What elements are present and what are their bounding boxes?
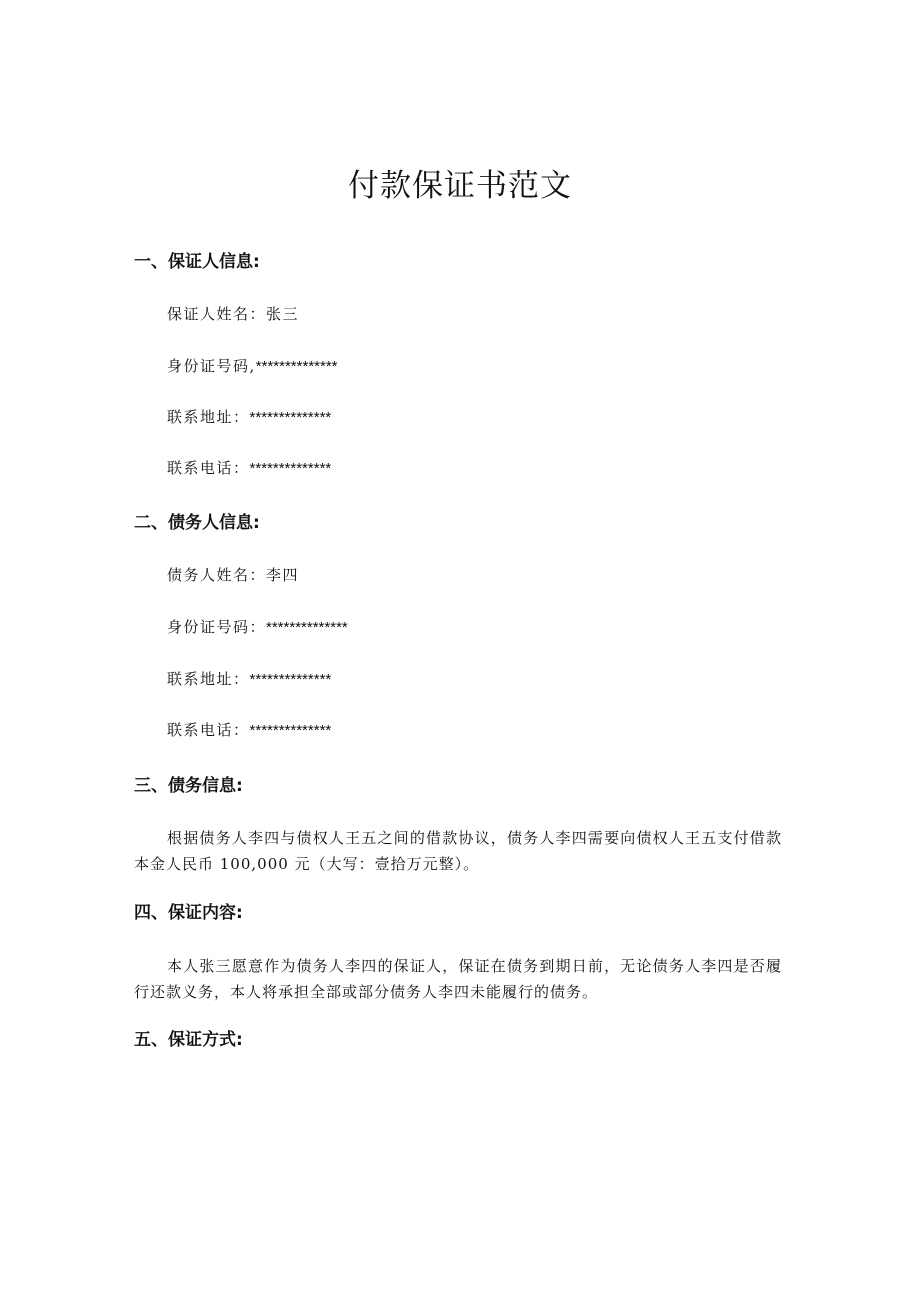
section-heading-guarantee-content: 四、保证内容: xyxy=(134,903,243,923)
debtor-id-field xyxy=(167,617,348,638)
field-label: 身份证号码, xyxy=(167,357,256,375)
debtor-name-field xyxy=(167,565,299,585)
field-label: 债务人姓名： xyxy=(167,566,267,584)
document-title: 付款保证书范文 xyxy=(348,168,572,204)
guarantor-phone-field xyxy=(167,458,331,479)
field-value: 李四 xyxy=(266,566,300,584)
guarantor-name-field xyxy=(167,304,299,324)
field-label: 联系地址： xyxy=(167,408,250,426)
field-label: 联系电话： xyxy=(167,459,250,477)
field-value: ************** xyxy=(249,409,332,426)
guarantor-id-field xyxy=(167,356,338,377)
field-label: 身份证号码： xyxy=(167,618,267,636)
section-heading-debt-info: 三、债务信息: xyxy=(134,776,243,796)
section-heading-guarantor: 一、保证人信息: xyxy=(134,252,260,272)
debtor-address-field xyxy=(167,669,331,690)
field-label: 联系地址： xyxy=(167,670,250,688)
section-heading-debtor: 二、债务人信息: xyxy=(134,513,260,533)
field-label: 保证人姓名： xyxy=(167,305,267,323)
guarantor-address-field xyxy=(167,407,331,428)
field-value: ************** xyxy=(249,460,332,477)
field-label: 联系电话： xyxy=(167,721,250,739)
field-value: 张三 xyxy=(266,305,300,323)
field-value: ************** xyxy=(255,358,338,375)
section-heading-guarantee-method: 五、保证方式: xyxy=(134,1030,243,1050)
field-value: ************** xyxy=(249,671,332,688)
debtor-phone-field xyxy=(167,720,331,741)
debt-info-paragraph: 根据债务人李四与债权人王五之间的借款协议，债务人李四需要向债权人王五支付借款本金人民币 100,000 元（大写：壹拾万元整）。 xyxy=(134,829,782,873)
field-value: ************** xyxy=(249,722,332,739)
field-value: ************** xyxy=(266,619,348,636)
guarantee-content-paragraph: 本人张三愿意作为债务人李四的保证人，保证在债务到期日前，无论债务人李四是否履行还款义务，本人将承担全部或部分债务人李四未能履行的债务。 xyxy=(134,957,782,1001)
